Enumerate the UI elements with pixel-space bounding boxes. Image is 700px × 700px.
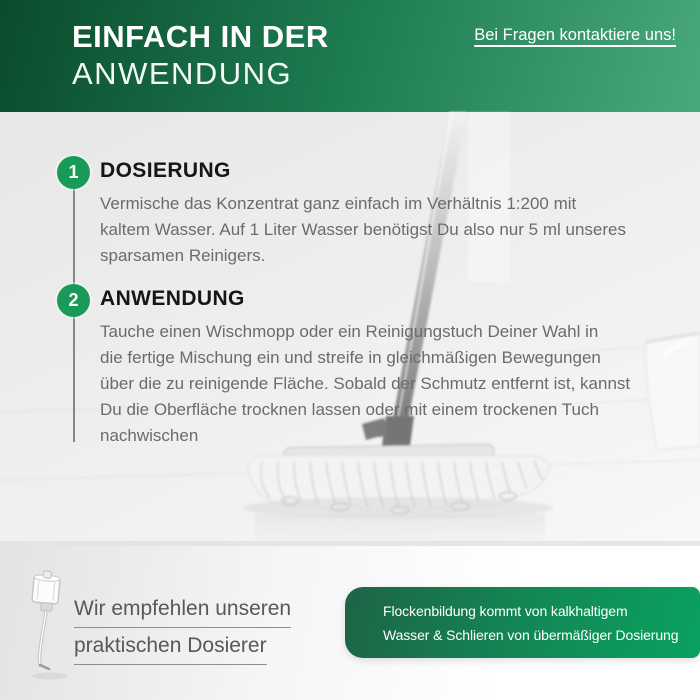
step-title: ANWENDUNG xyxy=(100,287,245,310)
header-title-line1: EINFACH IN DER xyxy=(72,19,329,54)
step-description xyxy=(100,319,630,449)
step-description-line: Tauche einen Wischmopp oder ein Reinigungstuch Deiner Wahl in xyxy=(100,322,599,341)
contact-link[interactable]: Bei Fragen kontaktiere uns! xyxy=(474,26,676,44)
header-title-line2: ANWENDUNG xyxy=(72,56,293,91)
usage-notice-line: Flockenbildung kommt von kalkhaltigem xyxy=(383,603,628,619)
step-description-line: nachwischen xyxy=(100,426,199,445)
step-item-dosierung xyxy=(57,156,626,269)
usage-notice-line: Wasser & Schlieren von übermäßiger Dosierung xyxy=(383,627,679,643)
cleaning-bucket xyxy=(646,333,700,450)
usage-notice-box xyxy=(345,587,700,658)
step-description xyxy=(100,191,626,269)
step-description-line: kaltem Wasser. Auf 1 Liter Wasser benötigst Du also nur 5 ml unseres xyxy=(100,220,626,239)
step-description-line: die fertige Mischung ein und streife in gleichmäßigen Bewegungen xyxy=(100,348,601,367)
page-title xyxy=(72,19,329,92)
recommendation-line: praktischen Dosierer xyxy=(74,631,267,665)
recommendation-line: Wir empfehlen unseren xyxy=(74,594,291,628)
recommendation-link[interactable] xyxy=(74,594,291,668)
step-number-badge: 1 xyxy=(57,156,90,189)
step-title: DOSIERUNG xyxy=(100,159,231,182)
step-item-anwendung xyxy=(57,284,630,449)
step-description-line: sparsamen Reinigers. xyxy=(100,246,266,265)
step-description-line: Vermische das Konzentrat ganz einfach im Verhältnis 1:200 mit xyxy=(100,194,577,213)
content-area xyxy=(0,112,700,546)
step-number-badge: 2 xyxy=(57,284,90,317)
footer-panel xyxy=(0,546,700,700)
header-banner xyxy=(0,0,700,112)
step-description-line: Du die Oberfläche trocknen lassen oder mit einem trockenen Tuch xyxy=(100,400,599,419)
step-description-line: über die zu reinigende Fläche. Sobald der Schmutz entfernt ist, kannst xyxy=(100,374,631,393)
